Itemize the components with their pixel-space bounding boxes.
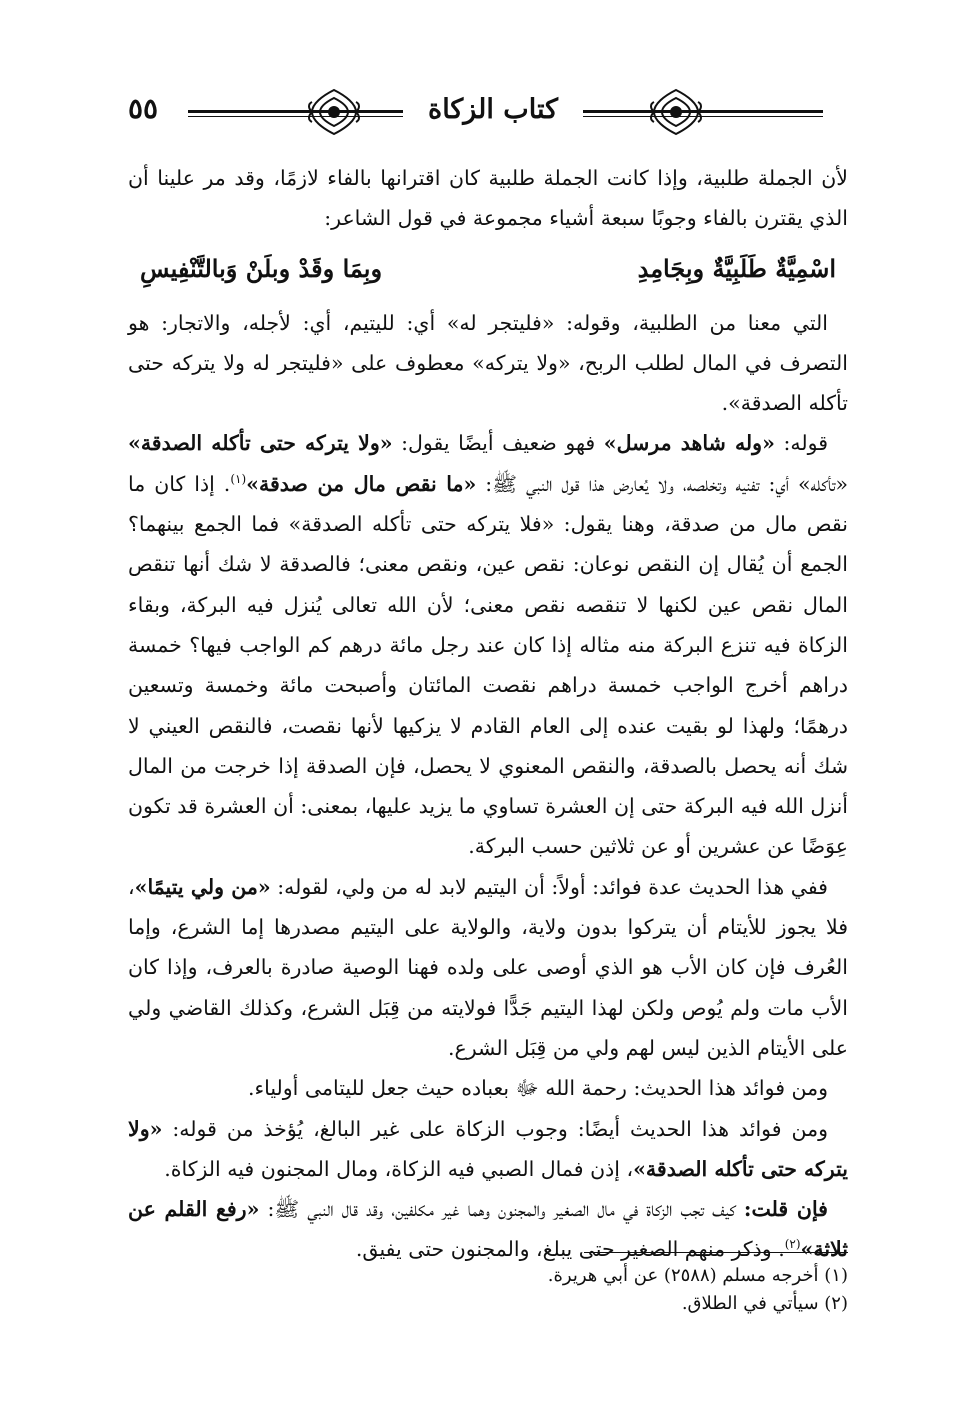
header-rule-left xyxy=(188,110,403,113)
verse-second-hemistich: وبِمَا وقَدْ وبلَنْ وَبالتَّنْفِيسِ xyxy=(140,253,383,283)
p3-text-e: «تأكله» أي: تفنيه وتخلصه، ولا يُعارض هذا قول النبي ﷺ: xyxy=(476,471,849,496)
page-number: ٥٥ xyxy=(128,92,159,125)
footnote-ref-1[interactable]: (١) xyxy=(230,471,247,486)
ornament-right-icon xyxy=(648,86,704,138)
verse-first-hemistich: اسْمِيَّةٌ طَلَبِيَّةٌ وبِجَامِدِ xyxy=(637,253,836,283)
p6-text-a: ومن فوائد هذا الحديث أيضًا: وجوب الزكاة على غير البالغ، يُؤخذ من قوله: xyxy=(162,1116,828,1141)
p4-quote: «من ولي يتيمًا» xyxy=(134,874,271,899)
footnote-separator xyxy=(584,1252,848,1253)
p3-quote-mursal: «وله شاهد مرسل» xyxy=(603,431,775,456)
paragraph-3 xyxy=(128,423,848,866)
p6-quote: «ولا يتركه حتى تأكله الصدقة» xyxy=(128,1116,848,1181)
p3-text-a: قوله: xyxy=(774,431,828,456)
footnote-2: (٢) سيأتي في الطلاق. xyxy=(681,1293,848,1314)
paragraph-5: ومن فوائد هذا الحديث: رحمة الله ﷻ بعباده حيث جعل لليتامى أولياء. xyxy=(247,1076,828,1101)
footnote-ref-2[interactable]: (٢) xyxy=(784,1237,801,1252)
paragraph-6 xyxy=(128,1109,848,1190)
paragraph-4 xyxy=(128,867,848,1068)
ornament-left-icon xyxy=(306,86,362,138)
p3-text-g: . إذا كان ما نقص مال من صدقة، وهنا يقول: «فلا يتركه حتى تأكله الصدقة» فما الجمع بينهما؟ الجمع أن يُقال إن النقص نوعان: نقص عين، ونقص معنى؛ فالصدقة لا شك أنها تنقص المال نقص عين لكنها لا تنقصه نقص معنى؛ لأن الله تعالى يُنزل فيه البركة، وبقاء الزكاة فيه تنزع البركة منه مثاله إذا كان عند رجل مائة درهم كم الواجب فيها؟ خمسة دراهم أخرج الواجب خمسة دراهم نقصت المائتان وأصبحت مائة وخمسة وتسعين درهمًا؛ ولهذا لو بقيت عنده إلى العام القادم لا يزكيها لأنها نقصت، فالنقص العيني لا شك أنه يحصل بالصدقة، والنقص المعنوي لا يحصل، فإن الصدقة إذا خرجت من المال أنزل الله فيه البركة حتى إن العشرة تساوي ما يزيد عليها، بمعنى: أن العشرة قد تكون عِوَضًا عن عشرين أو عن ثلاثين حسب البركة. xyxy=(128,471,848,859)
poetry-verse xyxy=(128,239,848,303)
p7-quote: «رفع القلم عن ثلاثة» xyxy=(128,1197,848,1262)
p7-lead: فإن قلت: xyxy=(743,1197,828,1222)
p6-text-c: ، إذن فمال الصبي فيه الزكاة، ومال المجنون فيه الزكاة. xyxy=(164,1156,634,1181)
footnote-1: (١) أخرجه مسلم (٢٥٨٨) عن أبي هريرة. xyxy=(547,1265,848,1286)
p4-text-a: ففي هذا الحديث عدة فوائد: أولاً: أن اليتيم لابد له من ولي، لقوله: xyxy=(270,874,828,899)
p7-text-d: . وذكر منهم الصغير حتى يبلغ، والمجنون حتى يفيق. xyxy=(355,1237,785,1262)
p3-quote-hadith: «ولا يتركه حتى تأكله الصدقة» xyxy=(128,431,393,456)
p7-text-b: كيف تجب الزكاة في مال الصغير والمجنون وهما غير مكلفين، وقد قال النبي ﷺ: xyxy=(259,1197,744,1222)
paragraph-7 xyxy=(128,1189,848,1270)
p3-quote-naqas: «ما نقص مال من صدقة» xyxy=(246,471,477,496)
header-rule-left-thin xyxy=(188,116,403,117)
footnotes xyxy=(128,1262,848,1318)
page-title: كتاب الزكاة xyxy=(428,94,558,125)
paragraph-2: التي معنا من الطلبية، وقوله: «فليتجر له» أي: لليتيم، أي: لأجله، والاتجار: هو التصرف في المال لطلب الربح، «ولا يتركه» معطوف على «فليتجر له ولا يتركه حتى تأكله الصدقة». xyxy=(128,310,848,416)
p4-text-c: ، فلا يجوز للأيتام أن يتركوا بدون ولاية، والولاية على اليتيم مصدرها إما الشرع، وإما العُرف فإن كان الأب هو الذي أوصى على ولده فهنا الوصية صادرة بالعرف، وإذا كان الأب مات ولم يُوص ولكن لهذا اليتيم جَدًّا فولايته من قِبَل الشرع، وكذلك القاضي ولي على الأيتام الذين ليس لهم ولي من قِبَل الشرع. xyxy=(128,874,848,1060)
paragraph-1: لأن الجملة طلبية، وإذا كانت الجملة طلبية كان اقترانها بالفاء لازمًا، وقد مر علينا أن الذي يقترن بالفاء وجوبًا سبعة أشياء مجموعة في قول الشاعر: xyxy=(128,166,848,231)
main-text xyxy=(128,158,848,1270)
page-header xyxy=(128,86,848,146)
p3-text-c: فهو ضعيف أيضًا يقول: xyxy=(392,431,604,456)
